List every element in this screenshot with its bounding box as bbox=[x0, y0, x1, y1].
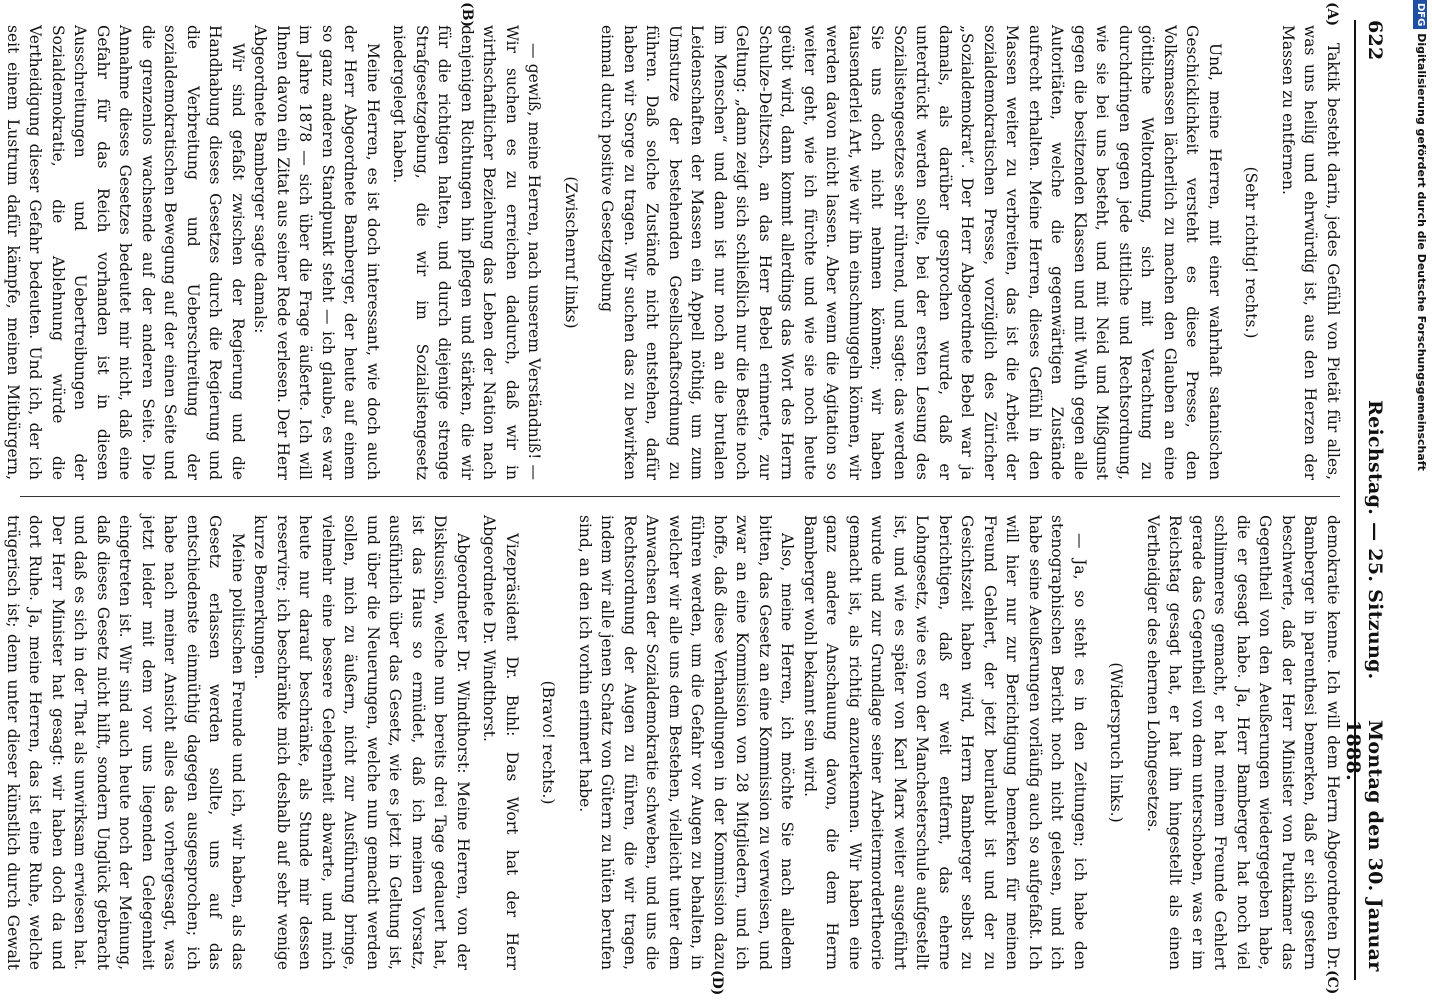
quotation: Wir sind gefaßt zwischen der Regierung und die Handhabung dieses Gesetzes durch die Regierung und die Verbreitung und Ueberschreitung der sozialdemokratischen Bewegung auf der einen Seite und die grenzenlos wachsende auf der anderen Seite. Die Annahme dieses Gesetzes bedeutet mir nicht, daß eine Gefahr für das Reich vorhanden ist in diesen Ausschreitungen und Uebertreibungen der Sozialdemokratie, die Ablehnung würde die Vertheidigung dieser Gefahr bedeuten. Und ich, der ich seit einem Lustrum dafür kämpfe, meinen Mitbürgern, bbox=[4, 25, 247, 480]
paragraph: Meine Herren, es ist doch interessant, wie doch auch der Herr Abgeordnete Bamberger, der heute auf einem so ganz anderen Standpunkt steht — ich glaube, es war im Jahre 1878 — sich über die Frage äußerte. Ich will Ihnen davon ein Zitat aus seiner Rede verlesen. Der Herr Abgeordnete Bamberger sagte damals: bbox=[251, 25, 382, 480]
page-header bbox=[1342, 20, 1392, 980]
paragraph: — Ja, so steht es in den Zeitungen; ich habe den stenographischen Bericht noch nicht gelesen, und ich habe seine Aeußerungen vorläufig auch so aufgefaßt. Ich will hier nur zur Berichtigung bemerken für meinen Freund Gehlert, der jetzt beurlaubt ist und der zu Gesichtszeit haben wird, Herrn Bamberger selbst zu berichtigen, daß er weit entfernt, das eherne Lohngesetz, wie es von der Manchesterschule aufgestellt ist, und wie es später von Karl Marx weiter ausgeführt wurde und zur Grundlage seiner Arbeitermordertheorie gemacht ist, als richtig anzuerkennen. Wir haben eine ganz andere Anschauung davon, die dem Herrn Bamberger wohl bekannt sein wird. bbox=[801, 515, 1089, 970]
interjection: (Bravo! rechts.) bbox=[539, 680, 558, 805]
session-date: Montag den 30. Januar 1888. bbox=[1342, 720, 1386, 972]
interjection: (Sehr richtig! rechts.) bbox=[1242, 166, 1261, 339]
margin-marker-c: (C) bbox=[1324, 970, 1340, 995]
footer-line bbox=[1410, 0, 1432, 1000]
session-title: Reichstag. — 25. Sitzung. bbox=[1364, 400, 1386, 680]
margin-marker-d: (D) bbox=[709, 970, 725, 996]
page-number: 622 bbox=[1364, 20, 1386, 61]
left-column bbox=[4, 25, 1344, 480]
column-divider bbox=[20, 496, 1340, 497]
speaker-paragraph: Vizepräsident Dr. Buhl: Das Wort hat der Herr Abgeordnete Dr. Windthorst. bbox=[480, 515, 521, 970]
margin-marker-b: (B) bbox=[459, 2, 475, 28]
paragraph: Und, meine Herren, mit einer wahrhaft satanischen Geschicklichkeit versteht es diese Presse, den Volksmassen lächerlich zu machen den Glauben an eine göttliche Weltordnung, sich mit Verachtung zu durchdringen gegen jede sittliche und Rechtsordnung, wie sie bei uns besteht, und mit Neid und Mißgunst gegen die besitzenden Klassen und mit Wuth gegen alle Autoritäten, welche die gegenwärtigen Zustände aufrecht erhalten. Meine Herren, dieses Gefühl in den Massen weiter zu verbreiten, das ist die Arbeit der sozialdemokratischen Presse, vorzüglich des Züricher „Sozialdemokrat“. Der Herr Abgeordnete Bebel war ja damals, als darüber gesprochen wurde, daß er unterdrückt werden sollte, bei der ersten Lesung des Sozialistengesetzes sehr rührend, und sagte: das werden Sie uns doch nicht nehmen können; wir haben tausenderlei Art, wie wir ihn einschmuggeln können, wir werden davon nicht lassen. Aber wenn die Agitation so weiter geht, wie ich fürchte und wie sie noch heute geübt wird, dann kommt allerdings das Wort des Herrn Schulze-Delitzsch, an das Herr Bebel erinnerte, zur Geltung: „dann zeigt sich schließlich nur die Bestie noch im Menschen“ und dann ist nur noch an die brutalen Leidenschaften der Massen ein Appell nöthig, um zum Umsturze der bestehenden Gesellschaftsordnung zu führen. Daß solche Zustände nicht entstehen, dafür haben wir Sorge zu tragen. Wir suchen das zu bewirken einmal durch positive Gesetzgebung bbox=[598, 25, 1224, 480]
paragraph: Taktik besteht darin, jedes Gefühl von Pietät für alles, was uns heilig und ehrwürdig ist, aus den Herzen der Massen zu entfernen. bbox=[1279, 25, 1342, 480]
margin-marker-a: (A) bbox=[1324, 2, 1340, 27]
paragraph: demokratie kenne. Ich will dem Herrn Abgeordneten Dr. Bamberger in parenthesi bemerken, daß er sich gestern beschwerte, daß der Herr Minister von Puttkamer das Gegentheil von den Aeußerungen wiedergegeben habe, die er gesagt habe. Ja, Herr Bamberger hat noch viel schlimmeres gemacht, er hat meinem Freunde Gehlert gerade das Gegentheil von dem unterschoben, was er im Reichstag gesagt hat, er hat ihn hingestellt als einen Vertheidiger des ehernen Lohngesetzes. bbox=[1144, 515, 1342, 970]
footer-text: Digitalisierung gefördert durch die Deutsche Forschungsgemeinschaft bbox=[1415, 33, 1428, 471]
interjection: (Widerspruch links.) bbox=[1107, 662, 1126, 823]
right-column bbox=[4, 515, 1344, 970]
dfg-logo: DFG bbox=[1413, 0, 1427, 29]
speaker-paragraph: Abgeordneter Dr. Windthorst: Meine Herren, von der Diskussion, welche nun bereits drei Tage gedauert hat, ist das Haus so ermüdet, daß ich meinen Vorsatz, ausführlich über das Gesetz, wie es jetzt in Geltung ist, und über die Neuerungen, welche nun gemacht werden sollen, mich zu äußern, nicht zur Ausführung bringe, vielmehr eine bessere Gelegenheit abwarte, und mich heute nur darauf beschränke, als Stunde mir dessen reservire; ich beschränke mich deshalb auf sehr wenige kurze Bemerkungen. bbox=[251, 515, 472, 970]
paragraph: Also, meine Herren, ich möchte Sie nach alledem bitten, das Gesetz an eine Kommission zu verweisen, und zwar an eine Kommission von 28 Mitgliedern, und ich hoffe, daß diese Verhandlungen in der Kommission dazu führen werden, um die Gefahr vor Augen zu behalten, in welcher wir alle uns dem Bestehen, vielleicht unter dem Anwachsen der Sozialdemokratie schweben, und uns die Rechtsordnung der Augen zu führen, die wir tragen, indem wir alle jenen Schatz von Gütern zu hüten berufen sind, an den ich vorhin erinnert habe. bbox=[576, 515, 797, 970]
interjection: (Zwischenruf links) bbox=[562, 176, 580, 329]
paragraph: Meine politischen Freunde und ich, wir haben, als das Gesetz erlassen werden sollte, uns auf das entschiedenste einmüthig dagegen ausgesprochen; ich habe nach meiner Ansicht alles das vorhergesagt, was jetzt leider mit dem vor uns liegenden Gelegenheit eingetreten ist. Wir sind auch heute noch der Meinung, daß dieses Gesetz nicht hilft, sondern Unglück gebracht und daß es sich in der That als unwirksam erwiesen hat. Der Herr Minister hat gesagt: wir haben doch da und dort Ruhe. Ja, meine Herren, das ist eine Ruhe, welche trügerisch ist; denn unter dieser künstlich durch Gewalt bbox=[4, 515, 247, 970]
paragraph: — gewiß, meine Herren, nach unserem Verständniß! — Wir suchen es zu erreichen dadurch, daß wir in wirthschaftlicher Beziehung das Leben der Nation nach denjenigen Richtungen hin pflegen und stärken, die wir für die richtigen halten, und durch diejenige strenge Strafgesetzgebung, die wir im Sozialistengesetz niedergelegt haben. bbox=[390, 25, 544, 480]
digitization-footer bbox=[1410, 0, 1432, 1000]
header-rule bbox=[1354, 20, 1356, 980]
